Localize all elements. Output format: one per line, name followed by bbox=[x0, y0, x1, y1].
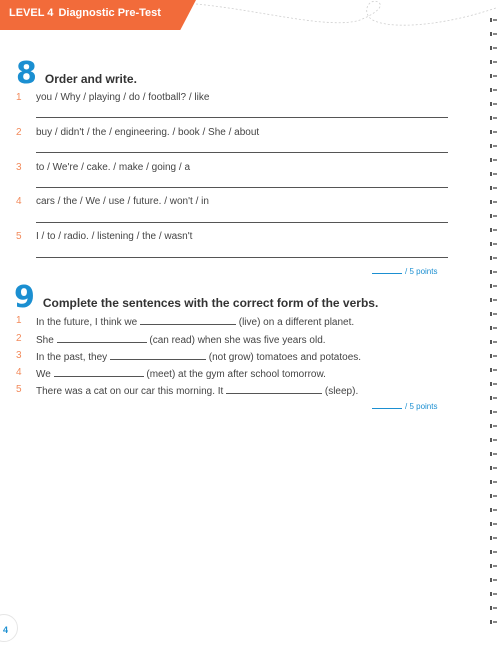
sentence-end: (sleep). bbox=[324, 386, 359, 397]
binder-mark bbox=[490, 620, 497, 624]
binder-mark bbox=[490, 410, 497, 414]
answer-blank[interactable] bbox=[110, 350, 206, 360]
binder-mark bbox=[490, 494, 497, 498]
answer-blank[interactable] bbox=[140, 315, 236, 325]
item-text: cars / the / We / use / future. / won't / in bbox=[36, 196, 209, 207]
binder-mark bbox=[490, 578, 497, 582]
sentence-start: In the past, they bbox=[36, 352, 108, 363]
binder-mark bbox=[490, 200, 497, 204]
binder-mark bbox=[490, 130, 497, 134]
binder-mark bbox=[490, 312, 497, 316]
binder-mark bbox=[490, 256, 497, 260]
item-number: 2 bbox=[16, 333, 22, 344]
binder-mark bbox=[490, 368, 497, 372]
sentence-end: (live) on a different planet. bbox=[238, 317, 355, 328]
binder-mark bbox=[490, 354, 497, 358]
section-8-title: Order and write. bbox=[44, 72, 137, 86]
binder-mark bbox=[490, 592, 497, 596]
binder-mark bbox=[490, 172, 497, 176]
s8-answer-line-5[interactable] bbox=[36, 257, 448, 258]
binder-mark bbox=[490, 102, 497, 106]
sentence-start: There was a cat on our car this morning. It bbox=[36, 386, 224, 397]
item-number: 3 bbox=[16, 162, 22, 173]
item-number: 3 bbox=[16, 350, 22, 361]
answer-blank[interactable] bbox=[57, 333, 147, 343]
binder-mark bbox=[490, 480, 497, 484]
binder-mark bbox=[490, 340, 497, 344]
s8-score bbox=[372, 267, 437, 276]
binder-mark bbox=[490, 438, 497, 442]
answer-blank[interactable] bbox=[226, 384, 322, 394]
item-number: 4 bbox=[16, 367, 22, 378]
item-number: 5 bbox=[16, 231, 22, 242]
binder-mark bbox=[490, 214, 497, 218]
sentence-end: (not grow) tomatoes and potatoes. bbox=[208, 352, 362, 363]
binder-mark bbox=[490, 424, 497, 428]
sentence-start: She bbox=[36, 335, 54, 346]
binder-mark bbox=[490, 326, 497, 330]
binder-mark bbox=[490, 60, 497, 64]
binder-mark bbox=[490, 270, 497, 274]
item-text: you / Why / playing / do / football? / like bbox=[36, 92, 210, 103]
binder-mark bbox=[490, 452, 497, 456]
binder-mark bbox=[490, 606, 497, 610]
binder-edge bbox=[488, 18, 500, 638]
binder-mark bbox=[490, 18, 497, 22]
section-9-title: Complete the sentences with the correct form of the verbs. bbox=[42, 296, 379, 310]
binder-mark bbox=[490, 116, 497, 120]
item-text: buy / didn't / the / engineering. / book / She / about bbox=[36, 127, 260, 138]
s8-answer-line-4[interactable] bbox=[36, 222, 448, 223]
page-number: 4 bbox=[3, 625, 9, 635]
sentence-end: (meet) at the gym after school tomorrow. bbox=[146, 369, 326, 380]
binder-mark bbox=[490, 242, 497, 246]
binder-mark bbox=[490, 46, 497, 50]
binder-mark bbox=[490, 228, 497, 232]
sentence-start: We bbox=[36, 369, 51, 380]
item-number: 1 bbox=[16, 315, 22, 326]
answer-blank[interactable] bbox=[54, 367, 144, 377]
level-label: LEVEL 4 bbox=[9, 7, 54, 19]
item-number: 2 bbox=[16, 127, 22, 138]
score-label: / 5 points bbox=[405, 402, 438, 411]
item-number: 4 bbox=[16, 196, 22, 207]
binder-mark bbox=[490, 284, 497, 288]
binder-mark bbox=[490, 88, 497, 92]
binder-mark bbox=[490, 550, 497, 554]
s8-answer-line-3[interactable] bbox=[36, 187, 448, 188]
sentence-start: In the future, I think we bbox=[36, 317, 138, 328]
binder-mark bbox=[490, 158, 497, 162]
binder-mark bbox=[490, 144, 497, 148]
section-8-header bbox=[16, 56, 137, 91]
s9-score bbox=[372, 402, 437, 411]
header-text bbox=[9, 7, 161, 19]
sentence-end: (can read) when she was five years old. bbox=[149, 335, 326, 346]
binder-mark bbox=[490, 508, 497, 512]
binder-mark bbox=[490, 32, 497, 36]
binder-mark bbox=[490, 536, 497, 540]
binder-mark bbox=[490, 396, 497, 400]
section-9-header bbox=[14, 280, 379, 315]
section-8-number: 8 bbox=[16, 56, 37, 91]
score-blank[interactable] bbox=[372, 408, 402, 409]
binder-mark bbox=[490, 74, 497, 78]
item-text: to / We're / cake. / make / going / a bbox=[36, 162, 191, 173]
item-number: 1 bbox=[16, 92, 22, 103]
binder-mark bbox=[490, 522, 497, 526]
binder-mark bbox=[490, 298, 497, 302]
score-blank[interactable] bbox=[372, 273, 402, 274]
section-9-number: 9 bbox=[14, 280, 35, 315]
s8-answer-line-2[interactable] bbox=[36, 152, 448, 153]
binder-mark bbox=[490, 382, 497, 386]
binder-mark bbox=[490, 564, 497, 568]
score-label: / 5 points bbox=[405, 267, 438, 276]
item-number: 5 bbox=[16, 384, 22, 395]
test-title: Diagnostic Pre-Test bbox=[58, 7, 161, 19]
item-text: I / to / radio. / listening / the / wasn't bbox=[36, 231, 193, 242]
s8-answer-line-1[interactable] bbox=[36, 117, 448, 118]
binder-mark bbox=[490, 186, 497, 190]
binder-mark bbox=[490, 466, 497, 470]
